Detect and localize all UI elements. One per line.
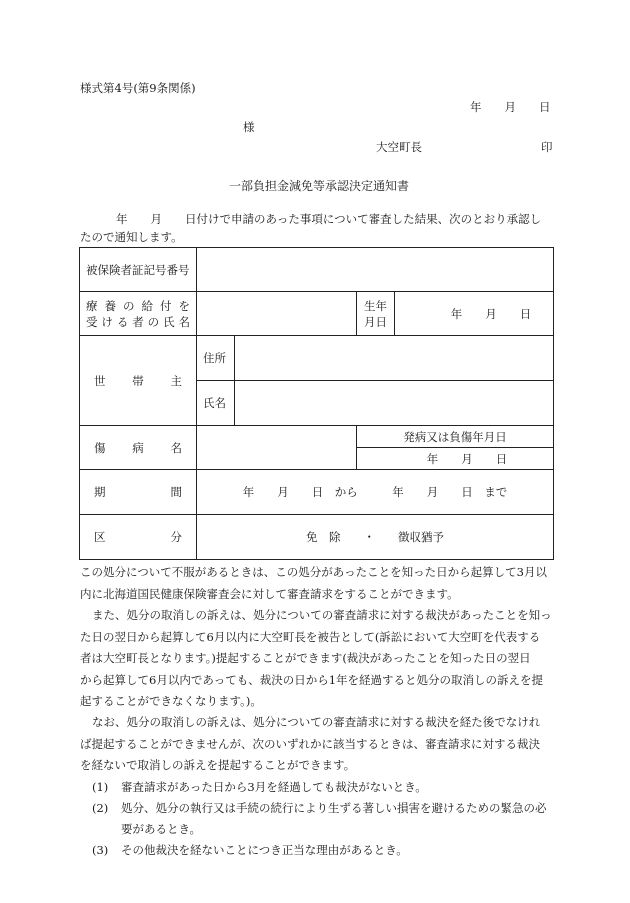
recipient-label-line-1: 療養の給付を <box>86 298 190 313</box>
household-label-text: 世帯主 <box>94 373 182 388</box>
period-row <box>80 470 554 515</box>
period-label <box>80 470 197 515</box>
household-label <box>80 336 197 426</box>
item-2-text-continued: 要があるとき。 <box>121 822 202 836</box>
notice-p3-line-3: を経ないで取消しの訴えを提起することができます。 <box>80 758 356 772</box>
disease-label <box>80 426 197 470</box>
address-field[interactable] <box>235 336 554 381</box>
notice-p1-line-2: 内に北海道国民健康保険審査会に対して審査請求をすることができます。 <box>80 586 459 601</box>
disease-field[interactable] <box>197 426 357 470</box>
recipient-label <box>80 292 197 336</box>
notice-p2-line-3: 者は大空町長となります。)提起することができます(裁決があったことを知った日の翌日 <box>80 651 531 665</box>
document-title: 一部負担金減免等承認決定通知書 <box>229 179 410 193</box>
notice-p3-line-1: なお、処分の取消しの訴えは、処分についての審査請求に対する裁決を経た後でなけれ <box>92 715 541 729</box>
category-label <box>80 515 197 560</box>
issuer-name: 大空町長 <box>376 140 422 154</box>
disease-row <box>80 426 554 448</box>
onset-date-field[interactable]: 年 月 日 <box>357 448 554 470</box>
birth-label-line-1: 生年 <box>364 298 387 313</box>
period-field[interactable]: 年 月 日 から 年 月 日 まで <box>197 470 554 515</box>
item-1-text: 審査請求があった日から3月を経過しても裁決がないとき。 <box>121 780 427 794</box>
notice-p2-line-5: 起することができなくなります。)。 <box>80 694 262 708</box>
category-field[interactable]: 免 除 ・ 徴収猶予 <box>197 515 554 560</box>
item-3-text: その他裁決を経ないことにつき正当な理由があるとき。 <box>121 843 408 857</box>
notice-paragraph-1 <box>80 562 553 605</box>
birth-label-line-2: 月日 <box>364 314 387 329</box>
notice-p2-line-2: た日の翌日から起算して6月以内に大空町長を被告として(訴訟において大空町を代表する <box>80 629 541 644</box>
notice-p3-line-2: ば提起することができませんが、次のいずれかに該当するときは、審査請求に対する裁決 <box>80 736 540 751</box>
onset-label: 発病又は負傷年月日 <box>357 426 554 448</box>
application-table <box>79 247 554 560</box>
name-label: 氏名 <box>197 381 235 426</box>
category-label-text: 区分 <box>94 530 182 544</box>
addressee-suffix: 様 <box>243 120 255 134</box>
form-number: 様式第4号(第9条関係) <box>80 81 196 95</box>
insured-number-row <box>80 248 554 292</box>
household-name-field[interactable] <box>235 381 554 426</box>
recipient-label-line-2: 受ける者の氏名 <box>86 314 190 329</box>
household-address-row <box>80 336 554 381</box>
item-1-number: (1) <box>92 780 109 794</box>
item-2-number: (2) <box>92 801 109 815</box>
notice-paragraph-2 <box>80 605 553 713</box>
recipient-row <box>80 292 554 336</box>
intro-line-2: たので通知します。 <box>80 230 183 244</box>
seal-mark: 印 <box>541 140 553 154</box>
date-blank: 年 月 日 <box>470 100 551 114</box>
insured-number-label: 被保険者証記号番号 <box>80 248 197 292</box>
insured-number-field[interactable] <box>197 248 554 292</box>
notice-p2-line-1: また、処分の取消しの訴えは、処分についての審査請求に対する裁決があったことを知っ <box>92 608 552 622</box>
item-2-text: 処分、処分の執行又は手続の続行により生ずる著しい損害を避けるための緊急の必 <box>121 801 547 815</box>
recipient-name-field[interactable] <box>197 292 357 336</box>
notice-p1-line-1: この処分について不服があるときは、この処分があったことを知った日から起算して3月以 <box>80 565 547 579</box>
address-label: 住所 <box>197 336 235 381</box>
disease-label-text: 傷病名 <box>94 440 182 455</box>
notice-p2-line-4: から起算して6月以内であっても、裁決の日から1年を経過すると処分の取消しの訴えを提 <box>80 672 544 687</box>
notice-paragraph-3 <box>80 712 553 777</box>
birth-label <box>357 292 395 336</box>
item-3-number: (3) <box>92 843 109 857</box>
birth-date-field[interactable]: 年 月 日 <box>395 292 554 336</box>
category-row <box>80 515 554 560</box>
intro-line-1: 年 月 日付けで申請のあった事項について審査した結果、次のとおり承認し <box>116 212 542 226</box>
period-label-text: 期間 <box>94 485 182 499</box>
